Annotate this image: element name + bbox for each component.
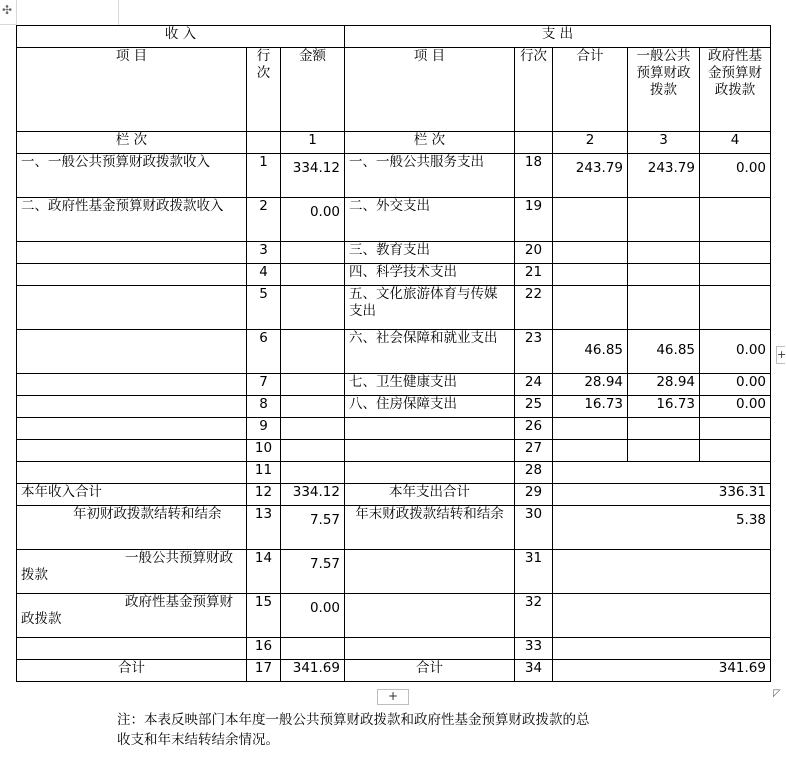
income-total-label[interactable]: 合计 <box>17 660 247 682</box>
fund-budget-cell[interactable] <box>700 418 771 440</box>
income-item-cell[interactable] <box>17 638 247 660</box>
expense-total-cell[interactable] <box>553 264 628 286</box>
expense-item-cell[interactable] <box>345 638 515 660</box>
income-line-cell[interactable]: 9 <box>247 418 281 440</box>
table-resize-handle-icon[interactable]: ◸ <box>773 688 781 699</box>
income-line-cell[interactable]: 13 <box>247 506 281 550</box>
expense-item-cell[interactable]: 二、外交支出 <box>345 198 515 242</box>
income-item-cell[interactable]: 一、一般公共预算财政拨款收入 <box>17 154 247 198</box>
income-amount-header: 金额 <box>281 48 345 132</box>
expense-section-header: 支 出 <box>345 26 771 48</box>
table-move-handle-icon[interactable]: ✣ <box>1 3 13 17</box>
general-budget-header: 一般公共预算财政拨款 <box>628 48 700 132</box>
table-row <box>17 286 771 330</box>
income-line-cell[interactable]: 11 <box>247 462 281 484</box>
page-margin-guide <box>16 0 17 25</box>
fund-budget-cell[interactable] <box>700 286 771 330</box>
income-item-header: 项 目 <box>17 48 247 132</box>
fund-budget-cell[interactable] <box>700 264 771 286</box>
expense-item-cell[interactable]: 一、一般公共服务支出 <box>345 154 515 198</box>
table-row <box>17 396 771 418</box>
general-budget-cell[interactable] <box>628 286 700 330</box>
income-line-cell[interactable]: 17 <box>247 660 281 682</box>
income-amount-cell[interactable] <box>281 638 345 660</box>
expense-total-cell[interactable] <box>553 440 628 462</box>
income-item-text: 一般公共预算财政拨款 <box>21 550 233 583</box>
income-amount-value: 0.00 <box>309 600 340 616</box>
expense-item-header: 项 目 <box>345 48 515 132</box>
expense-merged-cell[interactable] <box>553 462 771 484</box>
page-margin-guide <box>0 24 16 25</box>
income-item-text: 年初财政拨款结转和结余 <box>73 506 222 522</box>
income-item-cell[interactable] <box>17 286 247 330</box>
income-line-cell[interactable]: 16 <box>247 638 281 660</box>
general-budget-cell[interactable] <box>628 418 700 440</box>
summary-row <box>17 594 771 638</box>
income-amount-value: 334.12 <box>292 160 340 176</box>
expense-item-cell[interactable]: 本年支出合计 <box>345 484 515 506</box>
income-amount-value: 7.57 <box>309 556 340 572</box>
income-line-header: 行次 <box>247 48 281 132</box>
column-label: 栏 次 <box>17 132 247 154</box>
income-item-text: 政府性基金预算财政拨款 <box>21 594 233 627</box>
expense-total-label[interactable]: 合计 <box>345 660 515 682</box>
income-item-cell[interactable] <box>17 264 247 286</box>
table-row <box>17 198 771 242</box>
expense-total-cell[interactable] <box>553 198 628 242</box>
expense-summary-value[interactable] <box>553 550 771 594</box>
income-amount-cell[interactable] <box>281 462 345 484</box>
summary-row <box>17 638 771 660</box>
income-amount-cell[interactable] <box>281 374 345 396</box>
income-line-cell[interactable]: 14 <box>247 550 281 594</box>
column-number: 2 <box>553 132 628 154</box>
insert-column-button[interactable]: + <box>776 346 785 364</box>
column-number: 1 <box>281 132 345 154</box>
expense-item-cell[interactable] <box>345 418 515 440</box>
column-number: 3 <box>628 132 700 154</box>
expense-line-cell[interactable]: 20 <box>515 242 553 264</box>
table-row <box>17 330 771 374</box>
expense-line-cell[interactable]: 22 <box>515 286 553 330</box>
expense-item-cell[interactable] <box>345 594 515 638</box>
expense-summary-value: 5.38 <box>735 512 766 528</box>
income-amount-cell[interactable] <box>281 154 345 198</box>
income-line-cell[interactable]: 4 <box>247 264 281 286</box>
fund-budget-header: 政府性基金预算财政拨款 <box>700 48 771 132</box>
fund-budget-value: 0.00 <box>735 160 766 176</box>
page-margin-guide <box>118 0 119 25</box>
table-row <box>17 154 771 198</box>
income-amount-cell[interactable] <box>281 286 345 330</box>
expense-line-cell[interactable]: 23 <box>515 330 553 374</box>
insert-row-button[interactable]: + <box>377 689 409 705</box>
expense-summary-value-cell[interactable] <box>553 506 771 550</box>
total-row <box>17 660 771 682</box>
expense-line-cell[interactable]: 27 <box>515 440 553 462</box>
expense-item-cell[interactable] <box>345 462 515 484</box>
expense-line-cell[interactable]: 28 <box>515 462 553 484</box>
expense-line-header: 行次 <box>515 48 553 132</box>
expense-total-cell[interactable] <box>553 286 628 330</box>
column-number: 4 <box>700 132 771 154</box>
expense-total-cell[interactable] <box>553 154 628 198</box>
income-amount-cell[interactable] <box>281 418 345 440</box>
expense-line-cell[interactable]: 19 <box>515 198 553 242</box>
expense-item-cell[interactable]: 年末财政拨款结转和结余 <box>345 506 515 550</box>
expense-total-cell[interactable]: 28.94 <box>553 374 628 396</box>
income-amount-cell[interactable] <box>281 506 345 550</box>
expense-item-cell[interactable] <box>345 550 515 594</box>
expense-line-cell[interactable]: 26 <box>515 418 553 440</box>
expense-total-header: 合计 <box>553 48 628 132</box>
table-row <box>17 264 771 286</box>
income-amount-cell[interactable] <box>281 396 345 418</box>
income-amount-cell[interactable] <box>281 440 345 462</box>
income-amount-value: 7.57 <box>309 512 340 528</box>
fund-budget-cell[interactable] <box>700 154 771 198</box>
expense-line-cell[interactable]: 18 <box>515 154 553 198</box>
column-label-empty <box>515 132 553 154</box>
income-item-cell[interactable] <box>17 242 247 264</box>
general-budget-cell[interactable] <box>628 198 700 242</box>
income-item-cell[interactable] <box>17 594 247 638</box>
expense-total-amount[interactable]: 341.69 <box>553 660 771 682</box>
expense-line-cell[interactable]: 34 <box>515 660 553 682</box>
income-item-cell[interactable] <box>17 374 247 396</box>
income-section-header: 收 入 <box>17 26 345 48</box>
expense-line-cell[interactable]: 31 <box>515 550 553 594</box>
table-row <box>17 440 771 462</box>
general-budget-cell[interactable]: 16.73 <box>628 396 700 418</box>
income-line-cell[interactable]: 7 <box>247 374 281 396</box>
income-line-cell[interactable]: 8 <box>247 396 281 418</box>
column-label-empty <box>247 132 281 154</box>
general-budget-cell[interactable] <box>628 264 700 286</box>
finance-table <box>16 25 771 682</box>
table-row <box>17 242 771 264</box>
income-item-cell[interactable] <box>17 330 247 374</box>
income-item-cell[interactable]: 本年收入合计 <box>17 484 247 506</box>
fund-budget-cell[interactable] <box>700 242 771 264</box>
fund-budget-cell[interactable] <box>700 198 771 242</box>
income-line-cell[interactable]: 5 <box>247 286 281 330</box>
expense-total-value: 46.85 <box>584 342 623 358</box>
expense-summary-value[interactable]: 336.31 <box>553 484 771 506</box>
general-budget-cell[interactable] <box>628 242 700 264</box>
expense-total-cell[interactable] <box>553 242 628 264</box>
summary-row <box>17 550 771 594</box>
income-item-cell[interactable]: 二、政府性基金预算财政拨款收入 <box>17 198 247 242</box>
general-budget-value: 243.79 <box>647 160 695 176</box>
expense-line-cell[interactable]: 30 <box>515 506 553 550</box>
general-budget-cell[interactable]: 28.94 <box>628 374 700 396</box>
general-budget-cell[interactable] <box>628 154 700 198</box>
expense-total-cell[interactable]: 16.73 <box>553 396 628 418</box>
income-amount-value: 0.00 <box>309 204 340 220</box>
expense-total-cell[interactable] <box>553 330 628 374</box>
expense-line-cell[interactable]: 29 <box>515 484 553 506</box>
expense-item-cell[interactable]: 三、教育支出 <box>345 242 515 264</box>
expense-line-cell[interactable]: 33 <box>515 638 553 660</box>
expense-item-cell[interactable] <box>345 440 515 462</box>
income-line-cell[interactable]: 6 <box>247 330 281 374</box>
expense-item-cell[interactable]: 八、住房保障支出 <box>345 396 515 418</box>
income-line-cell[interactable]: 10 <box>247 440 281 462</box>
income-line-cell[interactable]: 1 <box>247 154 281 198</box>
general-budget-cell[interactable] <box>628 440 700 462</box>
footnote-line: 注：本表反映部门本年度一般公共预算财政拨款和政府性基金预算财政拨款的总 <box>117 712 590 728</box>
expense-item-cell[interactable]: 七、卫生健康支出 <box>345 374 515 396</box>
income-item-cell[interactable] <box>17 506 247 550</box>
summary-row <box>17 506 771 550</box>
income-amount-cell[interactable] <box>281 550 345 594</box>
income-line-cell[interactable]: 3 <box>247 242 281 264</box>
income-item-cell[interactable] <box>17 396 247 418</box>
income-line-cell[interactable]: 12 <box>247 484 281 506</box>
expense-item-cell[interactable]: 五、文化旅游体育与传媒支出 <box>345 286 515 330</box>
expense-item-cell[interactable]: 六、社会保障和就业支出 <box>345 330 515 374</box>
table-row <box>17 462 771 484</box>
expense-line-cell[interactable]: 32 <box>515 594 553 638</box>
expense-line-cell[interactable]: 21 <box>515 264 553 286</box>
expense-line-cell[interactable]: 25 <box>515 396 553 418</box>
expense-summary-value[interactable] <box>553 594 771 638</box>
income-item-cell[interactable] <box>17 550 247 594</box>
expense-total-value: 243.79 <box>575 160 623 176</box>
fund-budget-cell[interactable]: 0.00 <box>700 374 771 396</box>
expense-total-cell[interactable] <box>553 418 628 440</box>
general-budget-value: 46.85 <box>656 342 695 358</box>
income-item-cell[interactable] <box>17 462 247 484</box>
expense-item-cell[interactable]: 四、科学技术支出 <box>345 264 515 286</box>
summary-row <box>17 484 771 506</box>
fund-budget-cell[interactable]: 0.00 <box>700 396 771 418</box>
fund-budget-cell[interactable] <box>700 330 771 374</box>
column-label: 栏 次 <box>345 132 515 154</box>
table-row <box>17 418 771 440</box>
income-item-cell[interactable] <box>17 418 247 440</box>
income-line-cell[interactable]: 15 <box>247 594 281 638</box>
income-item-cell[interactable] <box>17 440 247 462</box>
income-amount-cell[interactable] <box>281 330 345 374</box>
general-budget-cell[interactable] <box>628 330 700 374</box>
income-amount-cell[interactable] <box>281 198 345 242</box>
income-amount-cell[interactable] <box>281 594 345 638</box>
footnote <box>117 710 590 750</box>
income-line-cell[interactable]: 2 <box>247 198 281 242</box>
fund-budget-value: 0.00 <box>735 342 766 358</box>
footnote-line: 收支和年末结转结余情况。 <box>117 732 279 748</box>
income-total-amount[interactable]: 341.69 <box>281 660 345 682</box>
expense-line-cell[interactable]: 24 <box>515 374 553 396</box>
table-row <box>17 374 771 396</box>
expense-summary-value[interactable] <box>553 638 771 660</box>
fund-budget-cell[interactable] <box>700 440 771 462</box>
income-amount-cell[interactable] <box>281 242 345 264</box>
income-amount-cell[interactable]: 334.12 <box>281 484 345 506</box>
income-amount-cell[interactable] <box>281 264 345 286</box>
